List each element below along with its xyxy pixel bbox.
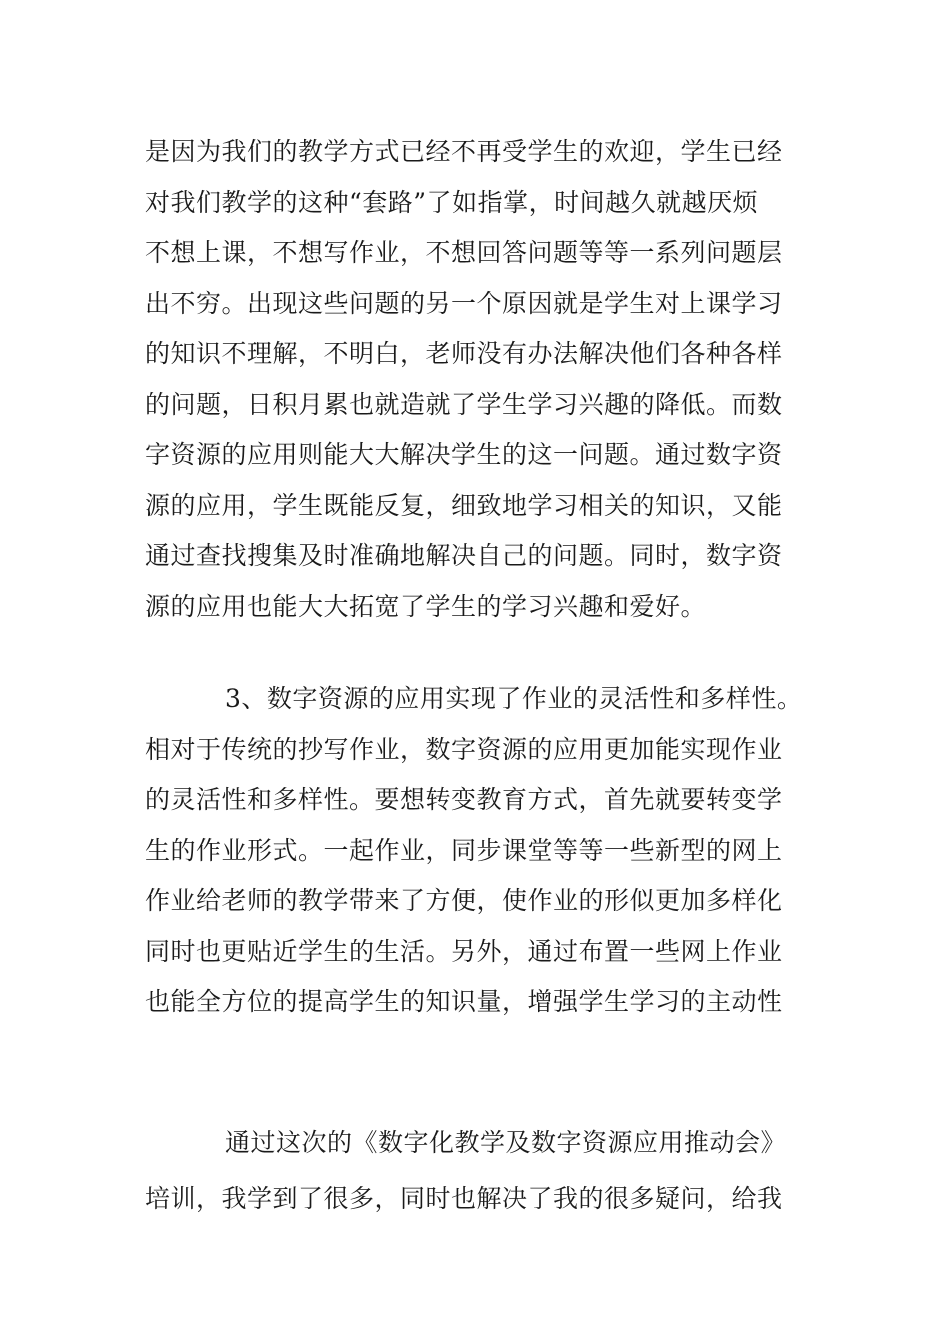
- text-line: 生的作业形式。一起作业，同步课堂等等一些新型的网上: [145, 836, 783, 865]
- text-line: 3、数字资源的应用实现了作业的灵活性和多样性。: [225, 684, 803, 713]
- text-line: 不想上课，不想写作业，不想回答问题等等一系列问题层: [145, 238, 783, 267]
- text-line: 也能全方位的提高学生的知识量，增强学生学习的主动性: [145, 987, 783, 1016]
- text-line: 通过查找搜集及时准确地解决自己的问题。同时，数字资: [145, 541, 783, 570]
- text-line: 源的应用也能大大拓宽了学生的学习兴趣和爱好。: [145, 592, 707, 621]
- text-line: 字资源的应用则能大大解决学生的这一问题。通过数字资: [145, 440, 783, 469]
- text-line: 相对于传统的抄写作业，数字资源的应用更加能实现作业: [145, 735, 783, 764]
- text-line: 的知识不理解，不明白，老师没有办法解决他们各种各样: [145, 339, 783, 368]
- text-line: 培训，我学到了很多，同时也解决了我的很多疑问，给我: [145, 1184, 783, 1213]
- text-line: 通过这次的《数字化教学及数字资源应用推动会》: [225, 1128, 787, 1157]
- text-line: 对我们教学的这种“套路”了如指掌，时间越久就越厌烦: [145, 188, 759, 217]
- text-line: 的灵活性和多样性。要想转变教育方式，首先就要转变学: [145, 785, 783, 814]
- text-line: 源的应用，学生既能反复，细致地学习相关的知识，又能: [145, 491, 783, 520]
- text-line: 同时也更贴近学生的生活。另外，通过布置一些网上作业: [145, 937, 783, 966]
- text-line: 作业给老师的教学带来了方便，使作业的形似更加多样化: [145, 886, 783, 915]
- text-line: 的问题，日积月累也就造就了学生学习兴趣的降低。而数: [145, 390, 783, 419]
- text-line: 是因为我们的教学方式已经不再受学生的欢迎，学生已经: [145, 137, 783, 166]
- text-line: 出不穷。出现这些问题的另一个原因就是学生对上课学习: [145, 289, 783, 318]
